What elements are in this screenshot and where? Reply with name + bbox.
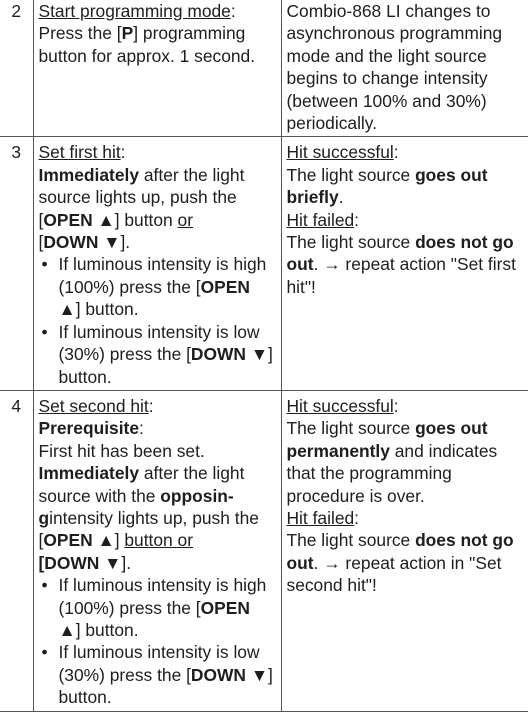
step-result: Hit successful: The light source goes out briefly. Hit failed: The light source does not go out. → repeat action "Set first hit"!: [281, 137, 528, 390]
step-action: Set second hit: Prerequisite: First hit has been set. Immediately after the light source with the opposin- gintensity lights up, push the [OPEN ▲] button or [DOWN ▼]. • If luminous intensity is high (100%) press the [OPEN ▲] button. • If luminous intensity is low (30%) press the [DOWN ▼] button.: [33, 390, 281, 711]
p-button-ref: P: [121, 23, 134, 44]
down-button-ref: [DOWN ▼: [38, 552, 122, 573]
step-row: [0, 390, 528, 711]
list-item: • If luminous intensity is high (100%) press the [OPEN ▲] button.: [39, 253, 277, 320]
step-row: [0, 137, 528, 390]
step-result: [281, 0, 528, 137]
down-button-ref: DOWN ▼: [43, 232, 121, 253]
step-number: 3: [0, 137, 33, 390]
bullet-list: [39, 574, 277, 708]
step-heading: Set first hit: [38, 142, 121, 163]
opposing-label: opposin- g: [38, 485, 234, 528]
list-item: • If luminous intensity is low (30%) press the [DOWN ▼] button.: [39, 321, 277, 388]
success-label: Hit successful: [286, 395, 394, 416]
list-item: • If luminous intensity is high (100%) press the [OPEN ▲] button.: [39, 574, 277, 641]
open-button-ref: OPEN ▲: [43, 209, 115, 230]
fail-label: Hit failed: [286, 507, 355, 528]
step-heading: Start programming mode: [38, 1, 231, 21]
bullet-list: [39, 253, 277, 387]
success-label: Hit successful: [286, 142, 394, 163]
step-result: Hit successful: The light source goes out permanently and indicates that the programming procedure is over. Hit failed: The light source does not go out. → repeat action in "Set second hit"!: [281, 390, 528, 711]
step-action: Start programming mode: Press the [P] programming button for approx. 1 second.: [33, 0, 281, 137]
fail-label: Hit failed: [286, 209, 355, 230]
step-row: [0, 0, 528, 137]
step-heading: Set second hit: [38, 395, 149, 416]
list-item: • If luminous intensity is low (30%) press the [DOWN ▼] button.: [39, 641, 277, 708]
result-text: and indicates that the programming procedure is over.: [286, 440, 498, 506]
step-number: 2: [0, 0, 33, 137]
step-number: 4: [0, 390, 33, 711]
prerequisite-label: Prerequisite: [38, 418, 140, 439]
result-text: Combio-868 LI changes to asynchronous programming mode and the light source begins to change intensity (between 100% and 30%) periodically.: [286, 1, 503, 134]
step-action: Set first hit: Immediately after the light source lights up, push the [OPEN ▲] button or [DOWN ▼]. • If luminous intensity is high (100%) press the [OPEN ▲] button. • If luminous intensity is low (30%) press the [DOWN ▼] button.: [33, 137, 281, 390]
open-button-ref: OPEN ▲: [43, 530, 115, 551]
